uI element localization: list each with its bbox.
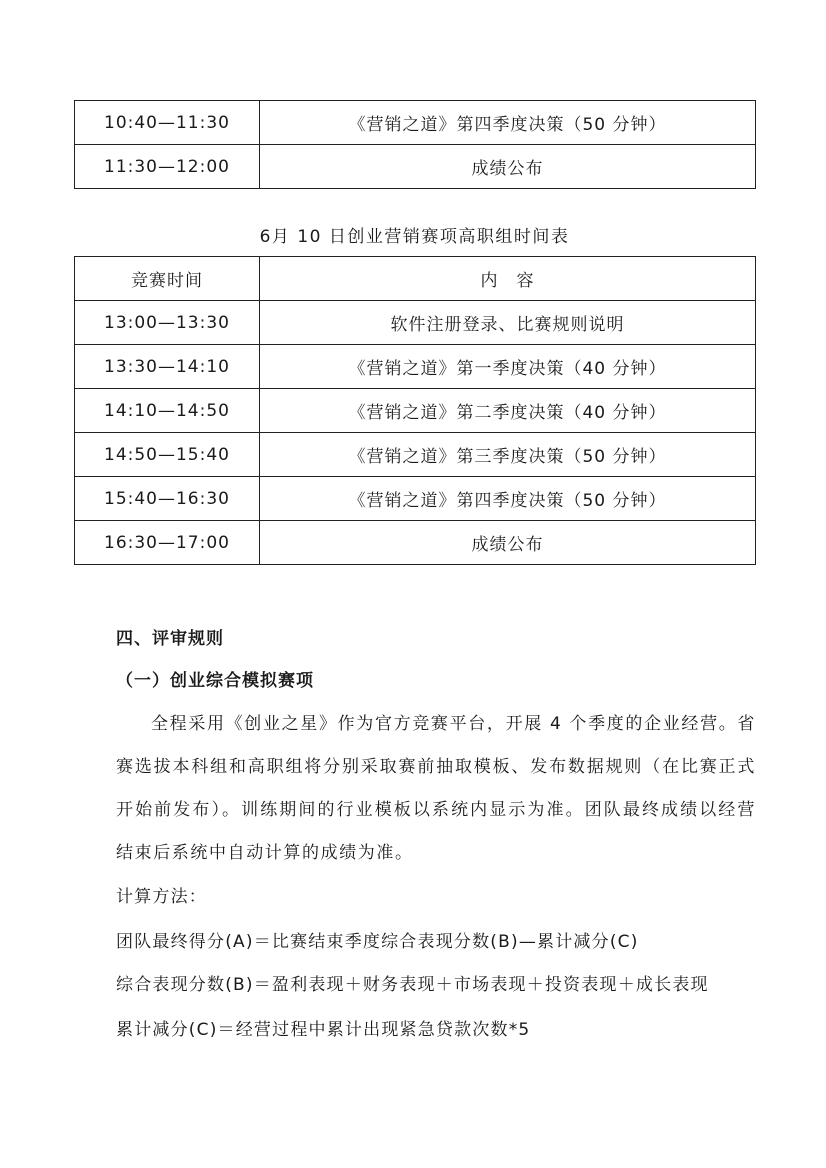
- table-row: [75, 301, 756, 345]
- content-cell: 《营销之道》第四季度决策（50 分钟）: [260, 477, 756, 521]
- time-cell: 14:10—14:50: [75, 389, 260, 433]
- formula-final-score: 团队最终得分(A)＝比赛结束季度综合表现分数(B)—累计减分(C): [116, 932, 639, 952]
- content-cell: 《营销之道》第四季度决策（50 分钟）: [260, 101, 756, 145]
- content-cell: 《营销之道》第一季度决策（40 分钟）: [260, 345, 756, 389]
- section-heading: 四、评审规则: [116, 629, 224, 649]
- content-cell: 《营销之道》第三季度决策（50 分钟）: [260, 433, 756, 477]
- table-row: [75, 389, 756, 433]
- content-cell: 软件注册登录、比赛规则说明: [260, 301, 756, 345]
- subsection-heading: （一）创业综合模拟赛项: [116, 671, 314, 691]
- time-cell: 13:00—13:30: [75, 301, 260, 345]
- calc-method-label: 计算方法：: [116, 887, 207, 907]
- time-cell: 15:40—16:30: [75, 477, 260, 521]
- content-cell: 成绩公布: [260, 521, 756, 565]
- schedule-table-continued: [74, 100, 756, 189]
- schedule-table-vocational: [74, 256, 756, 565]
- time-cell: 13:30—14:10: [75, 345, 260, 389]
- table-caption: 6月 10 日创业营销赛项高职组时间表: [259, 227, 570, 247]
- table-row: [75, 345, 756, 389]
- table-row: [75, 521, 756, 565]
- table-row: [75, 101, 756, 145]
- time-cell: 11:30—12:00: [75, 145, 260, 189]
- time-cell: 16:30—17:00: [75, 521, 260, 565]
- table-header-row: [75, 257, 756, 301]
- table-row: [75, 145, 756, 189]
- header-content: 内 容: [260, 257, 756, 301]
- time-cell: 10:40—11:30: [75, 101, 260, 145]
- header-time: 竞赛时间: [75, 257, 260, 301]
- table-row: [75, 477, 756, 521]
- formula-deductions: 累计减分(C)＝经营过程中累计出现紧急贷款次数*5: [116, 1020, 531, 1040]
- content-cell: 《营销之道》第二季度决策（40 分钟）: [260, 389, 756, 433]
- body-paragraph: 全程采用《创业之星》作为官方竞赛平台，开展 4 个季度的企业经营。省赛选拔本科组和高职组将分别采取赛前抽取模板、发布数据规则（在比赛正式开始前发布）。训练期间的行业模板以系统内显示为准。团队最终成绩以经营结束后系统中自动计算的成绩为准。: [116, 714, 756, 863]
- time-cell: 14:50—15:40: [75, 433, 260, 477]
- content-cell: 成绩公布: [260, 145, 756, 189]
- table-row: [75, 433, 756, 477]
- formula-composite-score: 综合表现分数(B)＝盈利表现＋财务表现＋市场表现＋投资表现＋成长表现: [116, 975, 709, 995]
